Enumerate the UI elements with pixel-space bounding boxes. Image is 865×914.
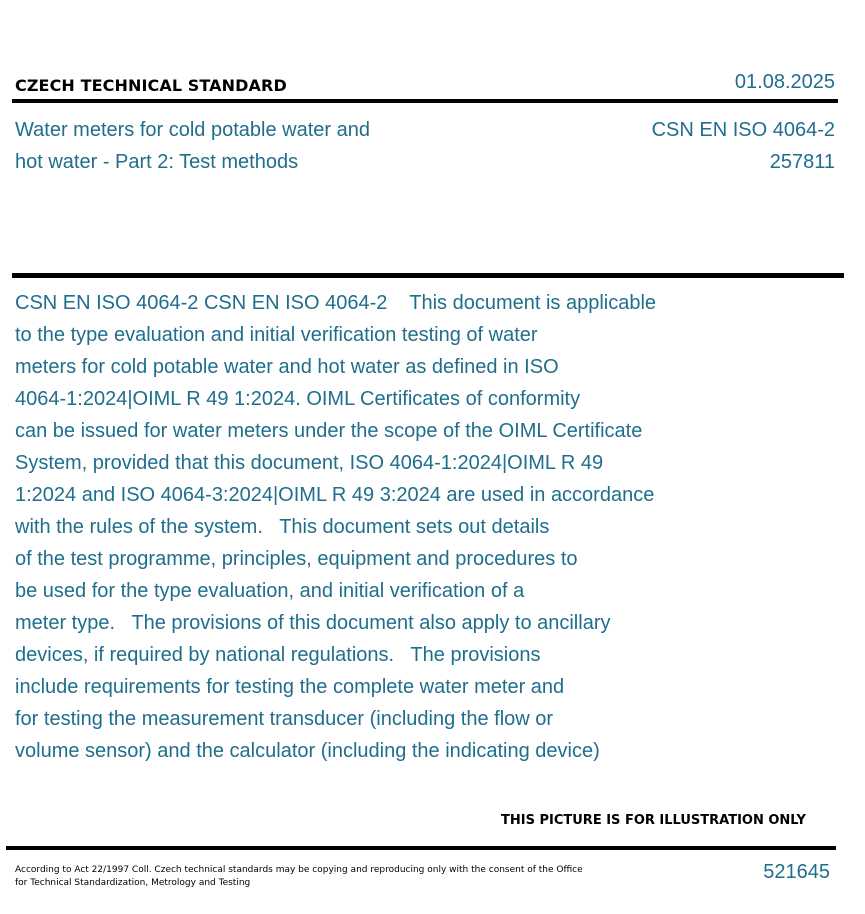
title-line: Water meters for cold potable water and — [15, 119, 370, 141]
standard-designation: CSN EN ISO 4064-2 — [651, 119, 835, 141]
legal-notice — [15, 864, 615, 890]
abstract-line: 1:2024 and ISO 4064-3:2024|OIML R 49 3:2024 are used in accordance — [15, 484, 655, 506]
abstract-line: 4064-1:2024|OIML R 49 1:2024. OIML Certificates of conformity — [15, 388, 581, 410]
abstract-line: volume sensor) and the calculator (including the indicating device) — [15, 740, 600, 762]
header-label: CZECH TECHNICAL STANDARD — [15, 76, 287, 95]
header-rule — [12, 99, 838, 103]
abstract-text — [15, 287, 715, 767]
abstract-line: meters for cold potable water and hot water as defined in ISO — [15, 356, 559, 378]
title-line: hot water - Part 2: Test methods — [15, 151, 299, 173]
abstract-line: of the test programme, principles, equipment and procedures to — [15, 548, 578, 570]
abstract-line: CSN EN ISO 4064-2 CSN EN ISO 4064-2 This document is applicable — [15, 292, 657, 314]
abstract-line: include requirements for testing the complete water meter and — [15, 676, 565, 698]
class-number: 257811 — [769, 151, 835, 173]
abstract-line: can be issued for water meters under the scope of the OIML Certificate — [15, 420, 643, 442]
abstract-line: for testing the measurement transducer (including the flow or — [15, 708, 554, 730]
abstract-line: with the rules of the system. This document sets out details — [15, 516, 550, 538]
abstract-line: be used for the type evaluation, and initial verification of a — [15, 580, 525, 602]
legal-line: for Technical Standardization, Metrology and Testing — [15, 878, 251, 888]
header-date: 01.08.2025 — [734, 71, 835, 93]
section-rule — [12, 273, 844, 278]
abstract-line: meter type. The provisions of this document also apply to ancillary — [15, 612, 611, 634]
abstract-line: devices, if required by national regulations. The provisions — [15, 644, 541, 666]
abstract-line: to the type evaluation and initial verification testing of water — [15, 324, 538, 346]
standard-title — [15, 114, 435, 178]
legal-line: According to Act 22/1997 Coll. Czech technical standards may be copying and reproducing only with the consent of the Office — [15, 865, 583, 875]
illustration-notice: THIS PICTURE IS FOR ILLUSTRATION ONLY — [501, 813, 806, 828]
abstract-line: System, provided that this document, ISO 4064-1:2024|OIML R 49 — [15, 452, 604, 474]
standard-identifier — [652, 114, 835, 178]
document-number: 521645 — [763, 861, 830, 883]
footer-rule — [6, 846, 836, 850]
